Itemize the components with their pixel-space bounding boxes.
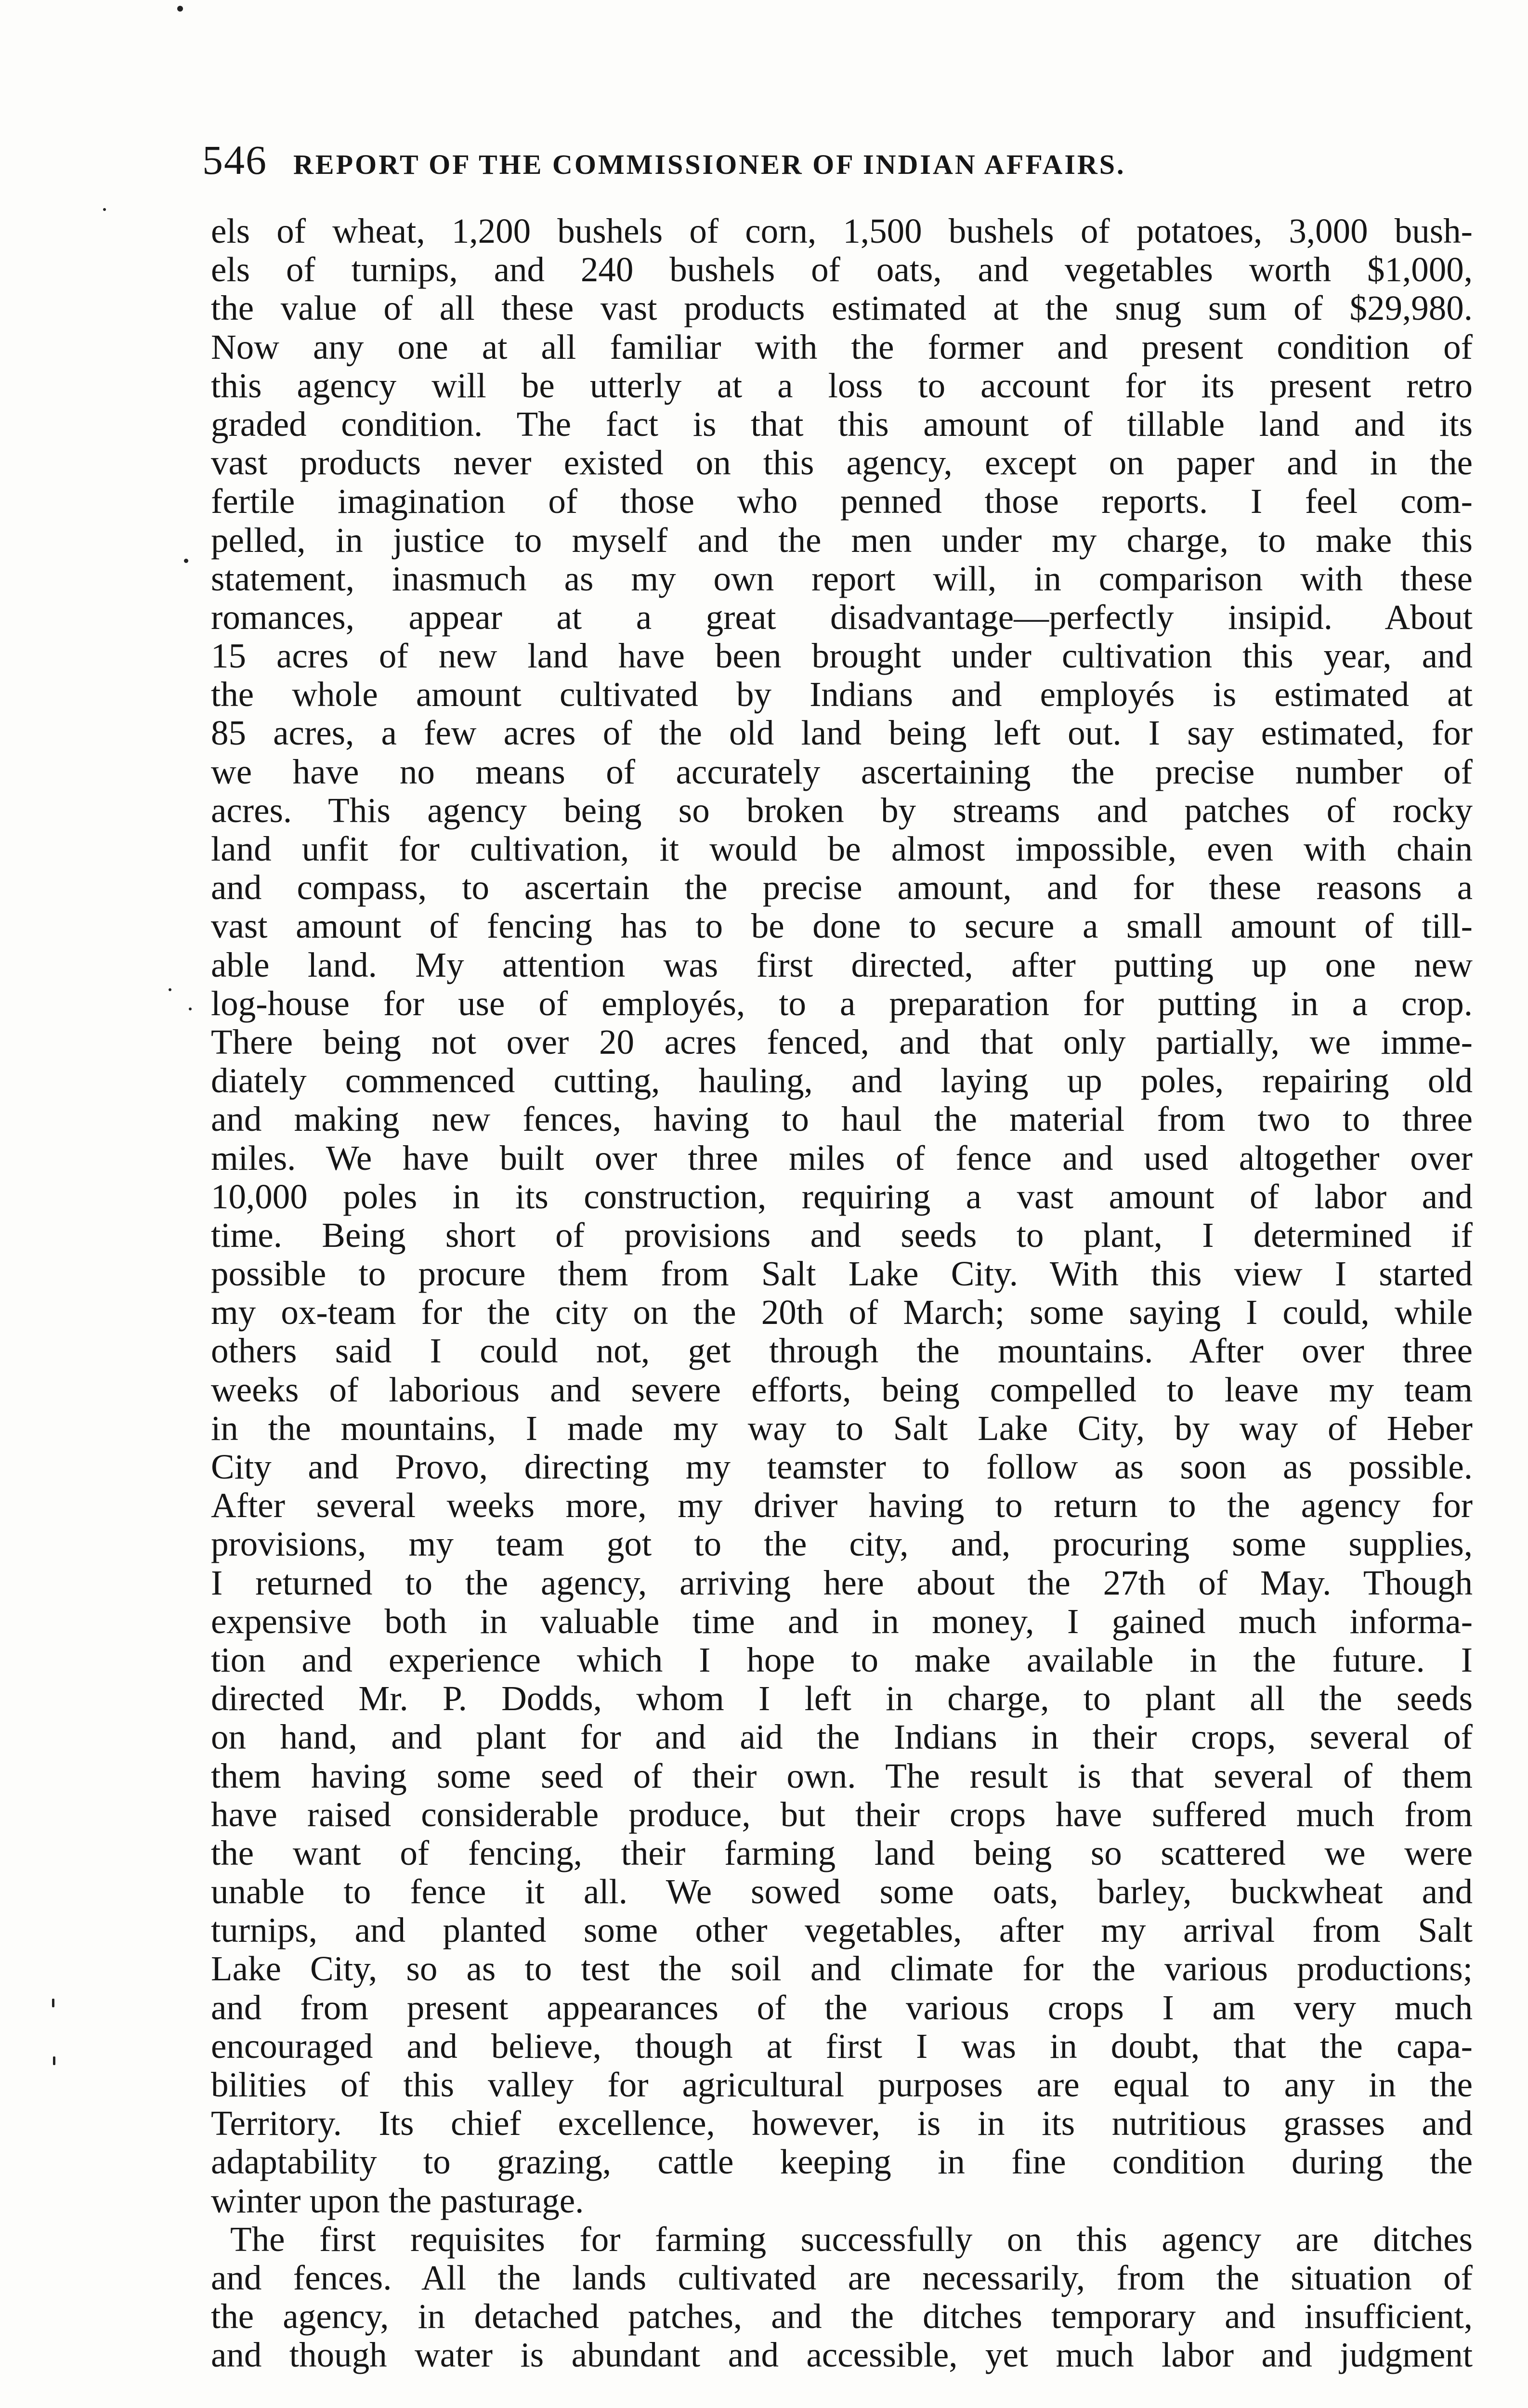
text-line: my ox-team for the city on the 20th of March; some saying I could, while — [211, 1293, 1473, 1332]
text-line: The first requisites for farming successfully on this agency are ditches — [230, 2219, 1473, 2259]
text-line: City and Provo, directing my teamster to follow as soon as possible. — [211, 1447, 1473, 1486]
text-line: others said I could not, get through the mountains. After over three — [211, 1331, 1473, 1371]
body-text — [211, 212, 1473, 2375]
text-line: the whole amount cultivated by Indians and employés is estimated at — [211, 675, 1473, 714]
text-line: encouraged and believe, though at first I was in doubt, that the capa- — [211, 2026, 1473, 2066]
text-line: we have no means of accurately ascertaining the precise number of — [211, 752, 1473, 791]
text-line: After several weeks more, my driver having to return to the agency for — [211, 1486, 1473, 1525]
text-line: 10,000 poles in its construction, requiring a vast amount of labor and — [211, 1177, 1473, 1216]
text-line: Territory. Its chief excellence, however, is in its nutritious grasses and — [211, 2104, 1473, 2143]
text-line: the agency, in detached patches, and the ditches temporary and insufficient, — [211, 2297, 1473, 2336]
text-line: miles. We have built over three miles of fence and used altogether over — [211, 1138, 1473, 1178]
text-line: expensive both in valuable time and in money, I gained much informa- — [211, 1601, 1473, 1641]
text-line: Now any one at all familiar with the former and present condition of — [211, 327, 1473, 366]
text-line: land unfit for cultivation, it would be almost impossible, even with chain — [211, 829, 1473, 868]
text-line: pelled, in justice to myself and the men under my charge, to make this — [211, 520, 1473, 560]
text-line: possible to procure them from Salt Lake City. With this view I started — [211, 1254, 1473, 1294]
text-line: fertile imagination of those who penned those reports. I feel com- — [211, 482, 1473, 521]
text-line: Lake City, so as to test the soil and climate for the various productions; — [211, 1949, 1473, 1989]
running-head: REPORT OF THE COMMISSIONER OF INDIAN AFFAIRS. — [293, 149, 1126, 180]
text-line: There being not over 20 acres fenced, and that only partially, we imme- — [211, 1022, 1473, 1061]
text-line: bilities of this valley for agricultural purposes are equal to any in the — [211, 2065, 1473, 2104]
text-line: and though water is abundant and accessible, yet much labor and judgment — [211, 2335, 1473, 2375]
text-line: on hand, and plant for and aid the Indians in their crops, several of — [211, 1717, 1473, 1757]
text-line: diately commenced cutting, hauling, and laying up poles, repairing old — [211, 1061, 1473, 1100]
text-line: els of wheat, 1,200 bushels of corn, 1,500 bushels of potatoes, 3,000 bush- — [211, 211, 1473, 250]
text-line: vast products never existed on this agency, except on paper and in the — [211, 443, 1473, 483]
text-line: directed Mr. P. Dodds, whom I left in charge, to plant all the seeds — [211, 1679, 1473, 1718]
text-line: 85 acres, a few acres of the old land being left out. I say estimated, for — [211, 713, 1473, 753]
text-line: the want of fencing, their farming land being so scattered we were — [211, 1833, 1473, 1872]
scan-speck — [103, 208, 106, 211]
text-line: adaptability to grazing, cattle keeping in fine condition during the — [211, 2142, 1473, 2182]
page-number: 546 — [202, 137, 267, 183]
text-line: provisions, my team got to the city, and, procuring some supplies, — [211, 1524, 1473, 1564]
scan-speck — [177, 6, 183, 12]
text-line: tion and experience which I hope to make available in the future. I — [211, 1640, 1473, 1679]
text-line: I returned to the agency, arriving here about the 27th of May. Though — [211, 1563, 1473, 1602]
text-line: vast amount of fencing has to be done to secure a small amount of till- — [211, 906, 1473, 946]
text-line: graded condition. The fact is that this amount of tillable land and its — [211, 404, 1473, 444]
text-line: them having some seed of their own. The result is that several of them — [211, 1756, 1473, 1795]
scan-speck — [184, 559, 188, 563]
text-line: romances, appear at a great disadvantage—perfectly insipid. About — [211, 597, 1473, 637]
scan-speck — [52, 1999, 54, 2007]
text-line: able land. My attention was first directed, after putting up one new — [211, 945, 1473, 984]
scan-speck — [189, 1008, 192, 1010]
text-line: els of turnips, and 240 bushels of oats, and vegetables worth $1,000, — [211, 250, 1473, 289]
text-line: acres. This agency being so broken by streams and patches of rocky — [211, 790, 1473, 830]
page-header — [202, 136, 1368, 189]
scan-speck — [169, 988, 171, 991]
paragraph-end-line: winter upon the pasturage. — [211, 2181, 584, 2220]
text-line: time. Being short of provisions and seeds to plant, I determined if — [211, 1215, 1473, 1255]
text-line: and compass, to ascertain the precise amount, and for these reasons a — [211, 868, 1473, 907]
text-line: statement, inasmuch as my own report will, in comparison with these — [211, 559, 1473, 598]
text-line: and from present appearances of the various crops I am very much — [211, 1988, 1473, 2027]
text-line: in the mountains, I made my way to Salt Lake City, by way of Heber — [211, 1408, 1473, 1448]
text-line: and making new fences, having to haul the material from two to three — [211, 1099, 1473, 1139]
text-line: turnips, and planted some other vegetables, after my arrival from Salt — [211, 1911, 1473, 1950]
text-line: weeks of laborious and severe efforts, being compelled to leave my team — [211, 1370, 1473, 1409]
scan-speck — [53, 2056, 55, 2065]
text-line: log-house for use of employés, to a preparation for putting in a crop. — [211, 983, 1473, 1023]
text-line: and fences. All the lands cultivated are necessarily, from the situation of — [211, 2258, 1473, 2297]
text-line: have raised considerable produce, but their crops have suffered much from — [211, 1794, 1473, 1834]
text-line: the value of all these vast products estimated at the snug sum of $29,980. — [211, 288, 1473, 328]
text-line: unable to fence it all. We sowed some oats, barley, buckwheat and — [211, 1872, 1473, 1911]
text-line: 15 acres of new land have been brought under cultivation this year, and — [211, 636, 1473, 676]
text-line: this agency will be utterly at a loss to account for its present retro — [211, 366, 1473, 405]
